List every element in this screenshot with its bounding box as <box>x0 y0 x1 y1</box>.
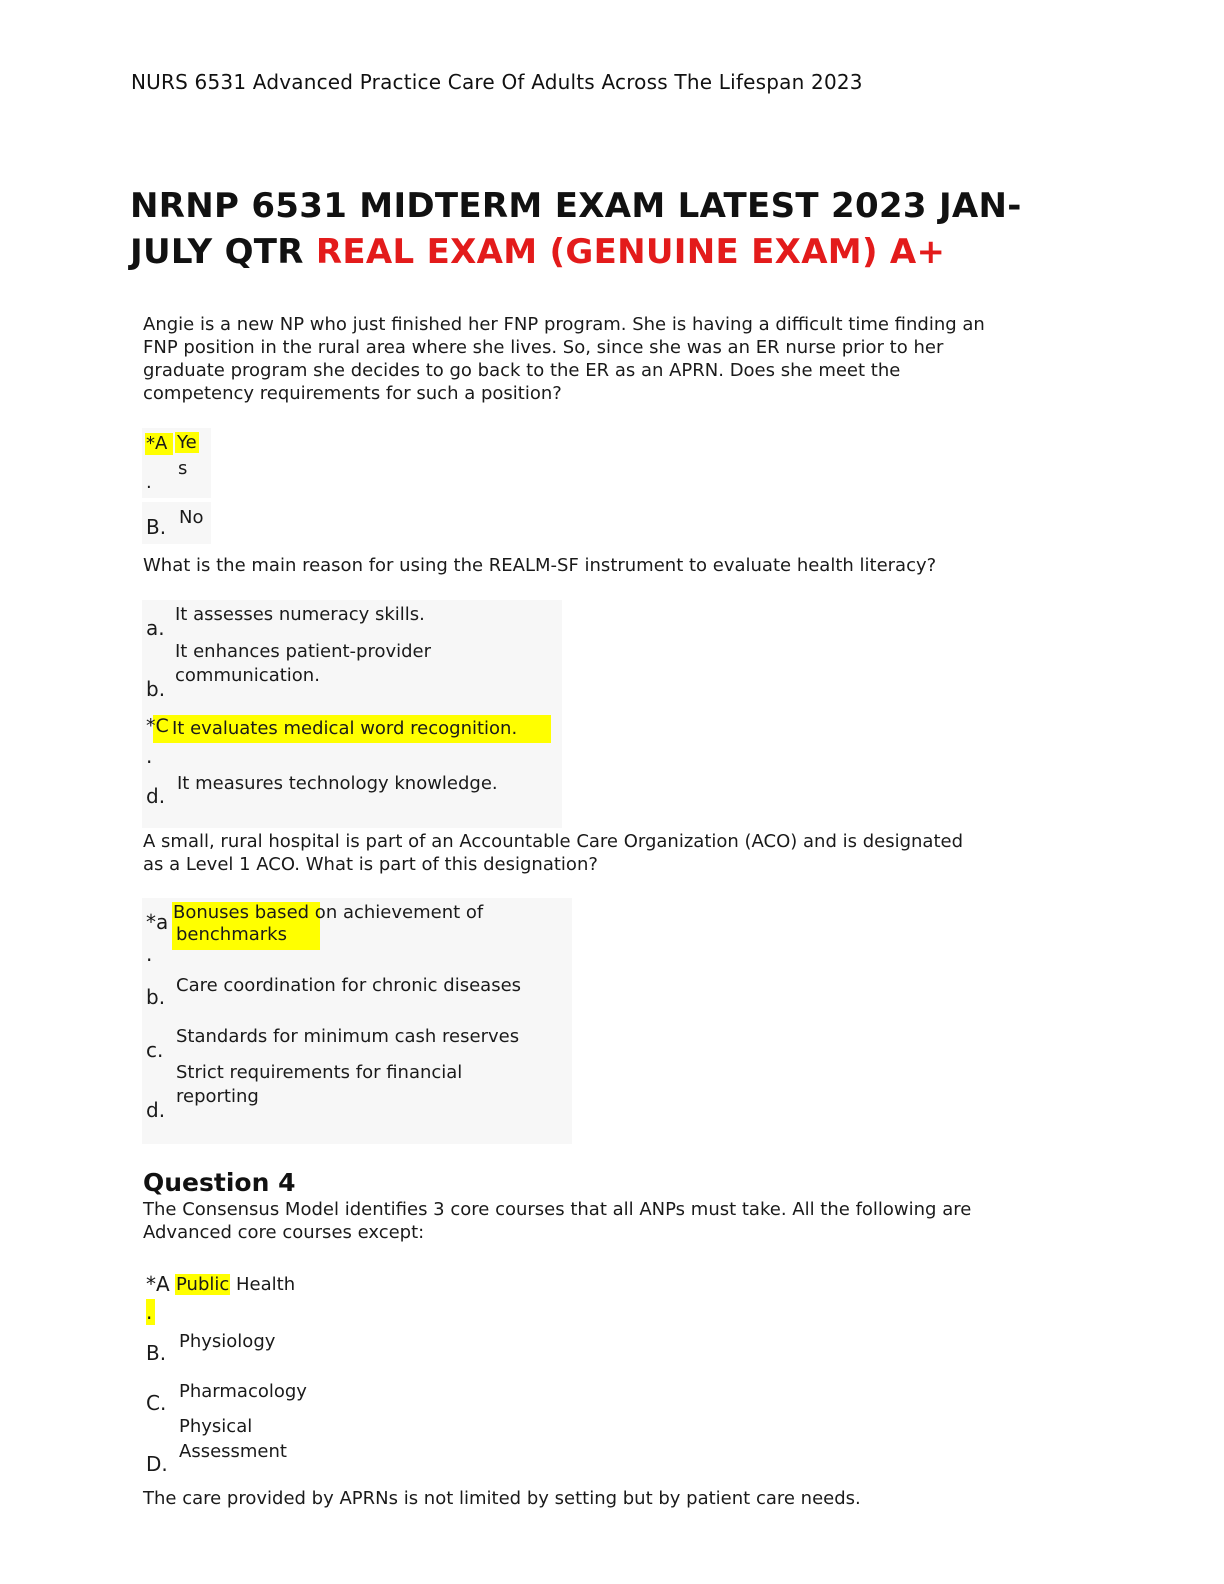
q4-option-d-text: Physical <box>179 1416 253 1437</box>
document-title-line2 <box>130 232 945 272</box>
q1-option-a-dot: . <box>146 472 152 493</box>
closing-statement: The care provided by APRNs is not limited by setting but by patient care needs. <box>143 1488 861 1509</box>
q2-option-c-text: It evaluates medical word recognition. <box>172 718 518 739</box>
question-4-heading: Question 4 <box>143 1168 296 1197</box>
q2-option-b-marker: b. <box>146 677 166 701</box>
q2-option-a-text: It assesses numeracy skills. <box>175 604 425 625</box>
q1-option-b-text: No <box>179 507 204 528</box>
question-2-text: What is the main reason for using the REALM-SF instrument to evaluate health literacy? <box>143 555 937 576</box>
title-black-part: JULY QTR <box>130 232 316 272</box>
q3-option-d-marker: d. <box>146 1098 166 1122</box>
q1-option-b-marker: B. <box>146 515 167 539</box>
q2-option-b-text-cont: communication. <box>175 665 320 686</box>
q2-option-c-dot: . <box>146 744 153 768</box>
question-1-line: Angie is a new NP who just finished her FNP program. She is having a difficult time finding an <box>143 314 985 335</box>
question-3-text <box>143 830 963 876</box>
question-4-line: The Consensus Model identifies 3 core courses that all ANPs must take. All the following are <box>143 1199 972 1220</box>
q4-option-c-marker: C. <box>146 1391 167 1415</box>
q4-option-a-text <box>175 1274 295 1295</box>
q3-option-a-dot: . <box>146 942 153 966</box>
q4-option-b-text: Physiology <box>179 1331 276 1352</box>
question-1-line: competency requirements for such a position? <box>143 383 562 404</box>
q1-option-a-marker: *A <box>146 433 168 454</box>
q4-option-d-marker: D. <box>146 1452 168 1476</box>
q3-option-a-text <box>173 902 483 923</box>
question-1-line: FNP position in the rural area where she lives. So, since she was an ER nurse prior to her <box>143 337 944 358</box>
q2-option-d-marker: d. <box>146 784 166 808</box>
q3-option-d-text: Strict requirements for financial <box>176 1062 463 1083</box>
q3-option-d-text-cont: reporting <box>176 1086 259 1107</box>
q4-option-a-rest: Health <box>230 1274 296 1295</box>
document-header: NURS 6531 Advanced Practice Care Of Adults Across The Lifespan 2023 <box>131 70 863 94</box>
document-title-line1: NRNP 6531 MIDTERM EXAM LATEST 2023 JAN- <box>130 186 1022 226</box>
question-1-text <box>143 313 985 405</box>
question-3-line: as a Level 1 ACO. What is part of this designation? <box>143 854 598 875</box>
q4-option-c-text: Pharmacology <box>179 1381 307 1402</box>
q3-option-a-rest: on achievement of <box>309 902 484 923</box>
q4-option-a-dot: . <box>146 1300 153 1324</box>
q4-option-d-text-cont: Assessment <box>179 1441 287 1462</box>
q3-option-b-text: Care coordination for chronic diseases <box>176 975 522 996</box>
question-4-text <box>143 1198 971 1244</box>
q2-option-d-text: It measures technology knowledge. <box>177 773 498 794</box>
q3-option-c-text: Standards for minimum cash reserves <box>176 1026 520 1047</box>
q4-option-b-marker: B. <box>146 1341 167 1365</box>
q1-option-a-text: Ye <box>177 432 197 453</box>
q1-option-a-text-cont: s <box>178 458 188 479</box>
q2-option-c-marker: *C <box>146 715 169 737</box>
q3-option-a-marker: *a <box>146 910 169 934</box>
question-4-line: Advanced core courses except: <box>143 1222 425 1243</box>
q4-option-a-highlighted: Public <box>176 1274 230 1295</box>
q4-option-a-marker: *A <box>146 1272 170 1296</box>
title-red-part: REAL EXAM (GENUINE EXAM) A+ <box>315 232 946 272</box>
question-1-line: graduate program she decides to go back to the ER as an APRN. Does she meet the <box>143 360 901 381</box>
q2-option-b-text: It enhances patient-provider <box>175 641 432 662</box>
q3-option-c-marker: c. <box>146 1038 164 1062</box>
question-3-line: A small, rural hospital is part of an Accountable Care Organization (ACO) and is designated <box>143 831 964 852</box>
q3-option-b-marker: b. <box>146 985 166 1009</box>
q3-option-a-highlighted: Bonuses based <box>173 902 310 923</box>
q3-option-a-text-cont: benchmarks <box>176 924 287 945</box>
q2-option-a-marker: a. <box>146 616 165 640</box>
